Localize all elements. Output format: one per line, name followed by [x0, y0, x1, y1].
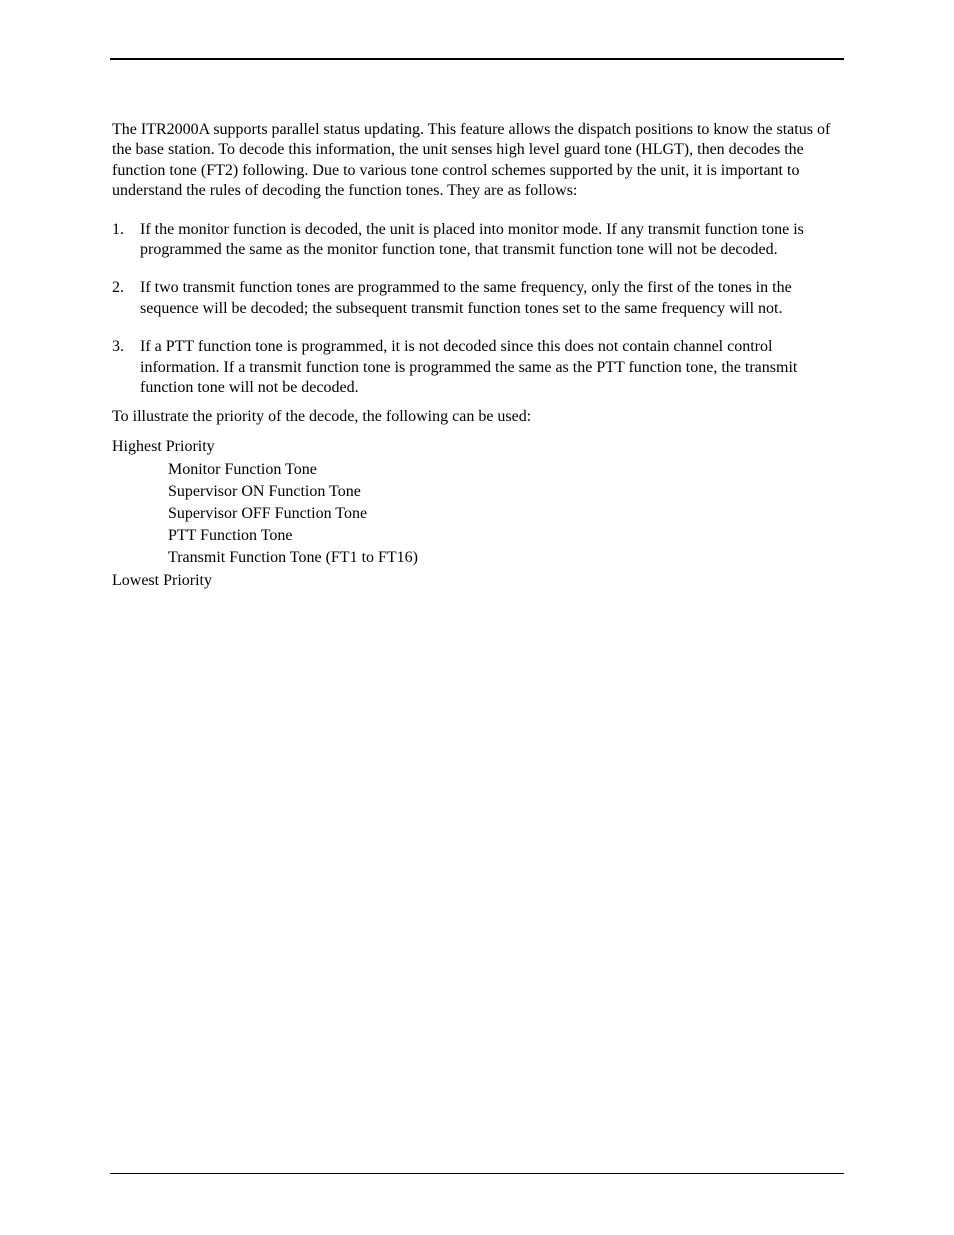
rule-item — [112, 220, 844, 261]
rule-text: If a PTT function tone is programmed, it is not decoded since this does not contain channel control information. If a transmit function tone is programmed the same as the PTT function tone, the transmit function tone will not be decoded. — [140, 338, 798, 397]
rule-number: 1. — [112, 220, 124, 238]
rule-text: If the monitor function is decoded, the unit is placed into monitor mode. If any transmit function tone is programmed the same as the monitor function tone, that transmit function tone will not be decoded. — [140, 220, 804, 259]
rule-item — [112, 337, 844, 398]
page-body — [112, 120, 844, 592]
priority-item: Supervisor ON Function Tone — [168, 483, 361, 501]
header-rule — [110, 58, 844, 60]
priority-item: PTT Function Tone — [168, 527, 293, 545]
priority-item: Monitor Function Tone — [168, 461, 317, 479]
rule-text: If two transmit function tones are programmed to the same frequency, only the first of the tones in the sequence will be decoded; the subsequent transmit function tones set to the same frequency will not. — [140, 279, 792, 317]
footer-rule — [110, 1173, 844, 1174]
priority-list — [112, 459, 844, 569]
rule-number: 3. — [112, 338, 124, 356]
lowest-priority-label: Lowest Priority — [112, 572, 212, 590]
intro-paragraph: The ITR2000A supports parallel status updating. This feature allows the dispatch positions to know the status of the base station. To decode this information, the unit senses high level guard tone (HLGT), then decodes the function tone (FT2) following. Due to various tone control schemes supported by the unit, it is important to understand the rules of decoding the function tones. They are as follows: — [112, 121, 831, 200]
highest-priority-label: Highest Priority — [112, 437, 215, 455]
illustrate-paragraph: To illustrate the priority of the decode, the following can be used: — [112, 408, 532, 426]
priority-item: Supervisor OFF Function Tone — [168, 505, 368, 523]
priority-item: Transmit Function Tone (FT1 to FT16) — [168, 549, 419, 567]
rule-number: 2. — [112, 279, 124, 297]
rule-item — [112, 278, 844, 319]
decode-rules-list — [112, 220, 844, 399]
